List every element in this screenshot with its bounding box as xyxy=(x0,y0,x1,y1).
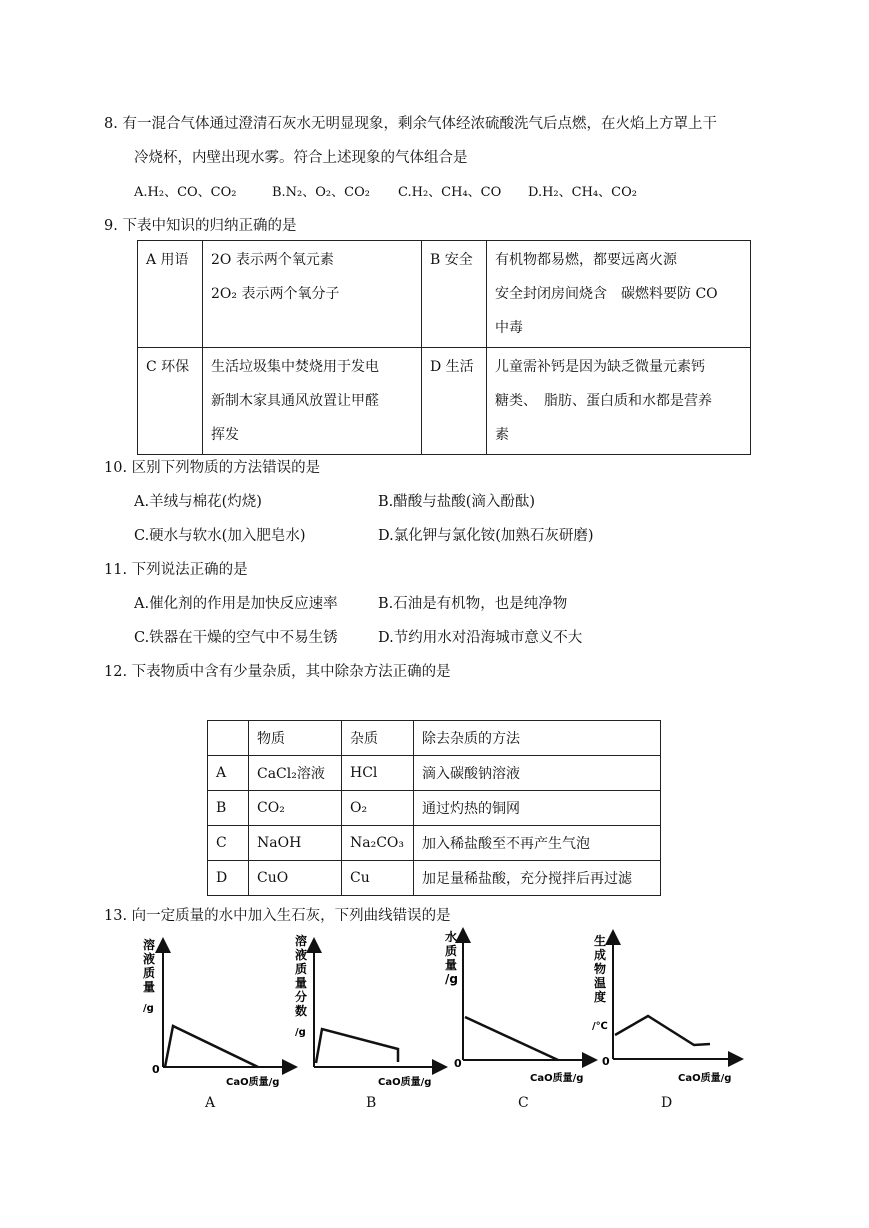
svg-text:物: 物 xyxy=(594,962,607,976)
q11-option-a: A.催化剂的作用是加快反应速率 xyxy=(134,596,338,612)
graph-c-curve xyxy=(465,1017,558,1060)
svg-text:液: 液 xyxy=(295,948,308,962)
q12-row-d-letter: D xyxy=(208,861,249,896)
q10-option-b: B.醋酸与盐酸(滴入酚酞) xyxy=(378,494,536,510)
q12-row-c-method: 加入稀盐酸至不再产生气泡 xyxy=(414,826,661,861)
svg-text:/g: /g xyxy=(445,972,458,986)
q11-option-c: C.铁器在干燥的空气中不易生锈 xyxy=(134,630,338,646)
q9-cell-c-label: C 环保 xyxy=(138,348,203,455)
q10-option-a: A.羊绒与棉花(灼烧) xyxy=(134,494,262,510)
q12-row-b-method: 通过灼热的铜网 xyxy=(414,791,661,826)
q8-option-a: A.H₂、CO、CO₂ xyxy=(134,185,237,200)
q11-stem: 11. 下列说法正确的是 xyxy=(104,562,248,578)
svg-text:溶: 溶 xyxy=(143,938,156,952)
q9-table xyxy=(137,240,751,455)
q12-row-b-substance: CO₂ xyxy=(249,791,342,826)
svg-text:/g: /g xyxy=(295,1027,306,1038)
graph-c xyxy=(445,929,590,1084)
graph-a-letter: A xyxy=(205,1095,216,1111)
svg-text:量: 量 xyxy=(143,980,156,994)
q9-cell-b-content: 有机物都易燃，都要远离火源 安全封闭房间烧含 碳燃料要防 CO 中毒 xyxy=(487,241,751,348)
q11-option-d: D.节约用水对沿海城市意义不大 xyxy=(378,630,583,646)
q9-cell-d-content: 儿童需补钙是因为缺乏微量元素钙 糖类、 脂肪、蛋白质和水都是营养 素 xyxy=(487,348,751,455)
q8-option-d: D.H₂、CH₄、CO₂ xyxy=(528,185,637,200)
graph-a-curve xyxy=(165,1026,258,1067)
graph-d-curve xyxy=(615,1016,710,1045)
svg-text:成: 成 xyxy=(594,948,607,962)
table-row xyxy=(208,826,661,861)
graph-a-xlabel: CaO质量/g xyxy=(226,1077,280,1088)
graph-c-xlabel: CaO质量/g xyxy=(530,1073,584,1084)
svg-text:度: 度 xyxy=(594,990,607,1004)
q10-option-d: D.氯化钾与氯化铵(加熟石灰研磨) xyxy=(378,528,594,544)
graph-d xyxy=(592,933,736,1084)
svg-text:量: 量 xyxy=(445,958,458,972)
svg-text:溶: 溶 xyxy=(295,934,308,948)
q12-row-a-letter: A xyxy=(208,756,249,791)
svg-text:温: 温 xyxy=(594,976,607,990)
graph-d-ylabel xyxy=(592,933,608,1032)
q12-row-d-substance: CuO xyxy=(249,861,342,896)
svg-text:液: 液 xyxy=(143,952,156,966)
q9-cell-d-label: D 生活 xyxy=(422,348,487,455)
q10-stem: 10. 区别下列物质的方法错误的是 xyxy=(104,460,321,476)
q12-row-d-impurity: Cu xyxy=(342,861,414,896)
q8-option-b: B.N₂、O₂、CO₂ xyxy=(272,185,370,200)
svg-text:质: 质 xyxy=(143,966,156,980)
q12-table xyxy=(207,720,661,896)
q12-header-substance: 物质 xyxy=(249,721,342,756)
q12-header-method: 除去杂质的方法 xyxy=(414,721,661,756)
graph-d-xlabel: CaO质量/g xyxy=(678,1073,732,1084)
table-row xyxy=(208,791,661,826)
q12-row-c-substance: NaOH xyxy=(249,826,342,861)
svg-text:水: 水 xyxy=(445,930,458,944)
q10-option-c: C.硬水与软水(加入肥皂水) xyxy=(134,528,306,544)
q12-row-b-impurity: O₂ xyxy=(342,791,414,826)
graph-b xyxy=(295,933,440,1088)
graph-c-letter: C xyxy=(518,1095,529,1111)
q12-row-d-method: 加足量稀盐酸，充分搅拌后再过滤 xyxy=(414,861,661,896)
q12-row-a-substance: CaCl₂溶液 xyxy=(249,756,342,791)
table-row xyxy=(208,861,661,896)
q8-stem-line2: 冷烧杯，内壁出现水雾。符合上述现象的气体组合是 xyxy=(134,150,468,166)
q9-cell-c-content: 生活垃圾集中焚烧用于发电 新制木家具通风放置让甲醛 挥发 xyxy=(203,348,422,455)
graph-d-origin: 0 xyxy=(602,1055,610,1068)
graph-b-letter: B xyxy=(366,1095,377,1111)
q12-header-impurity: 杂质 xyxy=(342,721,414,756)
graph-a xyxy=(143,937,290,1088)
graph-b-curve xyxy=(316,1029,398,1063)
q12-stem: 12. 下表物质中含有少量杂质，其中除杂方法正确的是 xyxy=(104,664,451,680)
svg-text:/g: /g xyxy=(143,1003,154,1014)
graph-a-origin: 0 xyxy=(152,1063,160,1076)
q13-graphs xyxy=(0,925,869,1125)
svg-text:分: 分 xyxy=(295,990,308,1004)
q12-row-a-method: 滴入碳酸钠溶液 xyxy=(414,756,661,791)
q9-cell-a-content: 2O 表示两个氧元素 2O₂ 表示两个氧分子 xyxy=(203,241,422,348)
q8-stem-line1: 8. 有一混合气体通过澄清石灰水无明显现象，剩余气体经浓硫酸洗气后点燃，在火焰上方罩上干 xyxy=(104,116,717,132)
graph-b-xlabel: CaO质量/g xyxy=(378,1077,432,1088)
q9-stem: 9. 下表中知识的归纳正确的是 xyxy=(104,218,297,234)
graph-a-ylabel xyxy=(143,937,155,1014)
q12-row-c-impurity: Na₂CO₃ xyxy=(342,826,414,861)
q9-cell-a-label: A 用语 xyxy=(138,241,203,348)
graph-d-letter: D xyxy=(661,1095,673,1111)
q13-stem: 13. 向一定质量的水中加入生石灰，下列曲线错误的是 xyxy=(104,908,451,924)
q12-row-a-impurity: HCl xyxy=(342,756,414,791)
graph-c-ylabel xyxy=(445,929,458,986)
q9-cell-b-label: B 安全 xyxy=(422,241,487,348)
q12-row-b-letter: B xyxy=(208,791,249,826)
svg-text:量: 量 xyxy=(295,976,308,990)
svg-text:生: 生 xyxy=(594,934,607,948)
q12-header-blank xyxy=(208,721,249,756)
svg-text:质: 质 xyxy=(445,944,458,958)
graph-c-origin: 0 xyxy=(454,1057,462,1070)
q8-option-c: C.H₂、CH₄、CO xyxy=(398,185,502,200)
table-row xyxy=(208,756,661,791)
graph-b-ylabel xyxy=(295,933,307,1038)
svg-text:/℃: /℃ xyxy=(592,1021,608,1032)
svg-text:质: 质 xyxy=(295,962,308,976)
svg-text:数: 数 xyxy=(295,1004,308,1018)
q12-row-c-letter: C xyxy=(208,826,249,861)
q11-option-b: B.石油是有机物，也是纯净物 xyxy=(378,596,568,612)
